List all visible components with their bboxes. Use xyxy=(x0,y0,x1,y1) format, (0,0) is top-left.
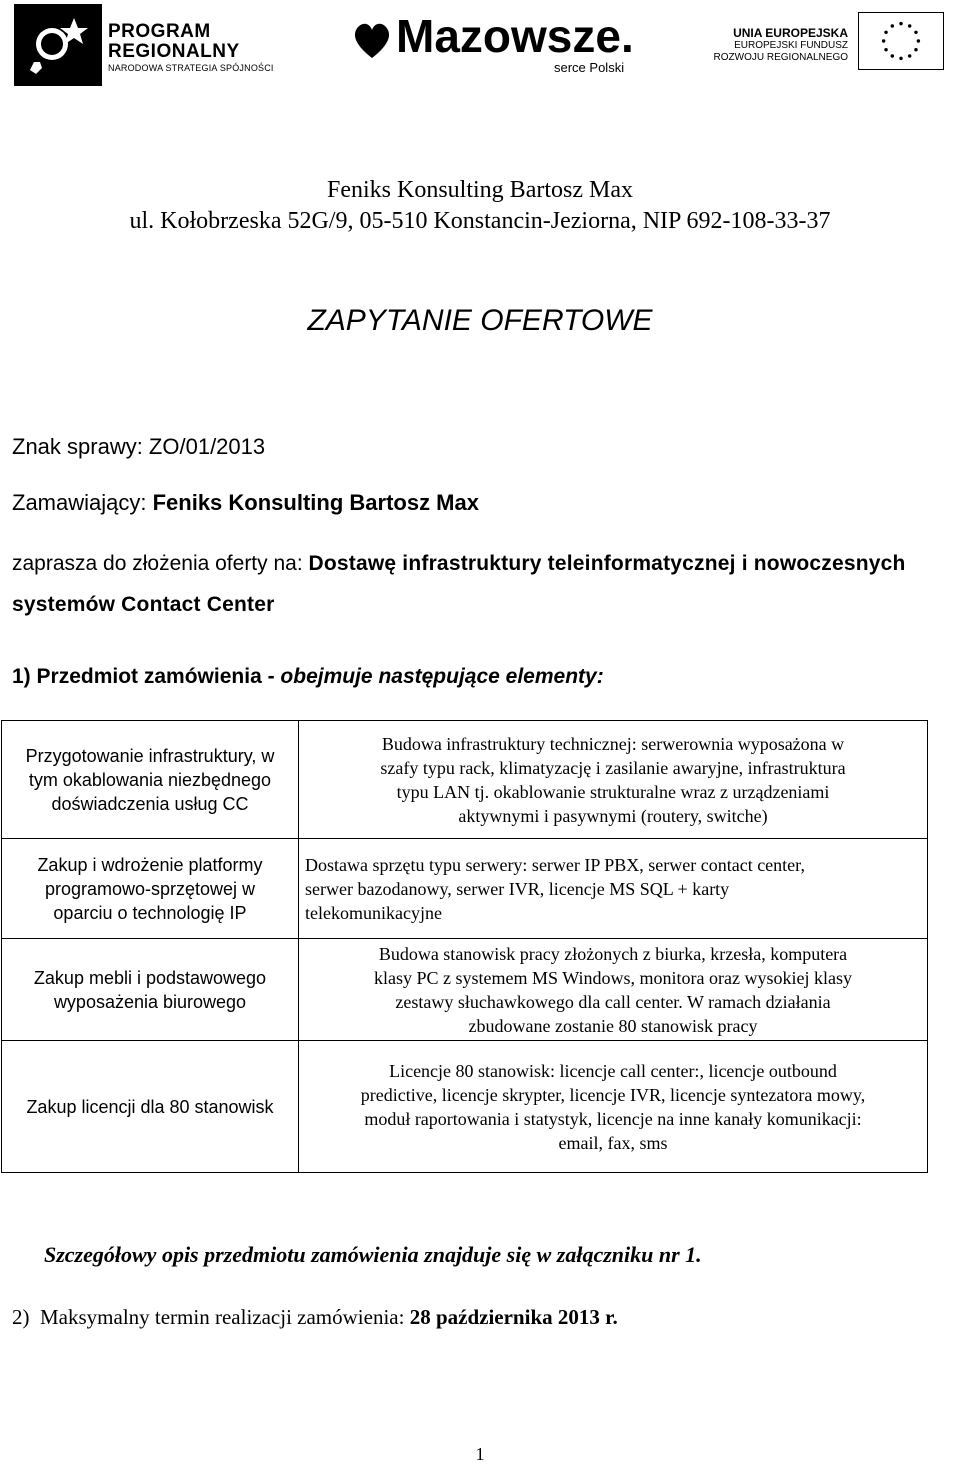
table-cell-item xyxy=(2,939,299,1041)
section-1-number: 1) xyxy=(12,665,31,688)
cell-line: Budowa stanowisk pracy złożonych z biurka, krzesła, komputera xyxy=(378,943,848,964)
program-regionalny-text xyxy=(108,22,274,74)
section-2 xyxy=(12,1304,618,1330)
cell-line: klasy PC z systemem MS Windows, monitora oraz wysokiej klasy xyxy=(374,967,852,988)
heart-icon xyxy=(350,18,394,62)
cell-line: Budowa infrastruktury technicznej: serwerownia wyposażona w xyxy=(381,733,845,754)
scope-table xyxy=(1,720,928,1173)
page-number: 1 xyxy=(475,1444,485,1464)
table-row xyxy=(2,1041,928,1173)
cell-line: Przygotowanie infrastruktury, w xyxy=(25,745,275,766)
ordering-value: Feniks Konsulting Bartosz Max xyxy=(152,490,479,515)
mazowsze-subtitle: serce Polski xyxy=(554,60,625,75)
cell-line: Dostawa sprzętu typu serwery: serwer IP PBX, serwer contact center, xyxy=(305,854,805,875)
table-cell-item xyxy=(2,839,299,939)
cell-line: Zakup mebli i podstawowego xyxy=(33,967,267,988)
cell-line: typu LAN tj. okablowanie strukturalne wraz z urządzeniami xyxy=(396,781,830,802)
table-row xyxy=(2,721,928,839)
table-row xyxy=(2,839,928,939)
section-2-label: Maksymalny termin realizacji zamówienia: xyxy=(40,1305,410,1329)
page-title: ZAPYTANIE OFERTOWE xyxy=(307,304,653,337)
table-row xyxy=(2,939,928,1041)
cell-line: doświadczenia usług CC xyxy=(51,793,249,814)
detail-note: Szczegółowy opis przedmiotu zamówienia znajduje się w załączniku nr 1. xyxy=(44,1242,702,1267)
section-2-value: 28 października 2013 r. xyxy=(409,1305,618,1329)
eu-line3: ROZWOJU REGIONALNEGO xyxy=(713,52,848,63)
invitation-value-line2: systemów Contact Center xyxy=(12,593,275,616)
table-cell-item xyxy=(2,721,299,839)
table-cell-description xyxy=(299,721,928,839)
eu-line1: UNIA EUROPEJSKA xyxy=(733,26,848,40)
table-cell-item xyxy=(2,1041,299,1173)
ordering-party xyxy=(12,490,479,516)
invitation xyxy=(12,543,952,625)
company-address: ul. Kołobrzeska 52G/9, 05-510 Konstancin-Jeziorna, NIP 692-108-33-37 xyxy=(129,208,831,234)
case-number: Znak sprawy: ZO/01/2013 xyxy=(12,434,266,459)
eu-line2: EUROPEJSKI FUNDUSZ xyxy=(734,40,848,51)
cell-line: serwer bazodanowy, serwer IVR, licencje MS SQL + karty xyxy=(305,878,730,899)
cell-line: aktywnymi i pasywnymi (routery, switche) xyxy=(458,805,768,826)
company-name: Feniks Konsulting Bartosz Max xyxy=(327,177,633,203)
logo-bar xyxy=(0,0,960,92)
program-line2: REGIONALNY xyxy=(108,41,240,62)
section-1-label: Przedmiot zamówienia - xyxy=(36,665,281,688)
cell-line: email, fax, sms xyxy=(558,1132,668,1153)
table-cell-description xyxy=(299,839,928,939)
eu-flag-icon xyxy=(858,12,944,70)
program-regionalny-logo-icon xyxy=(14,4,102,86)
table-cell-description xyxy=(299,1041,928,1173)
cell-line: predictive, licencje skrypter, licencje IVR, licencje syntezatora mowy, xyxy=(360,1084,866,1105)
cell-line: telekomunikacyjne xyxy=(305,902,442,923)
cell-line: szafy typu rack, klimatyzację i zasilanie awaryjne, infrastruktura xyxy=(380,757,846,778)
cell-line: Zakup licencji dla 80 stanowisk xyxy=(26,1096,274,1117)
cell-line: Licencje 80 stanowisk: licencje call center:, licencje outbound xyxy=(389,1060,837,1081)
table-cell-description xyxy=(299,939,928,1041)
cell-line: zbudowane zostanie 80 stanowisk pracy xyxy=(468,1015,758,1036)
section-2-number: 2) xyxy=(12,1305,30,1329)
cell-line: moduł raportowania i statystyk, licencje na inne kanały komunikacji: xyxy=(364,1108,862,1129)
ordering-label: Zamawiający: xyxy=(12,490,153,515)
invitation-label: zaprasza do złożenia oferty na: xyxy=(12,552,309,575)
cell-line: Zakup i wdrożenie platformy xyxy=(37,854,263,875)
cell-line: wyposażenia biurowego xyxy=(53,991,247,1012)
mazowsze-wordmark: Mazowsze. xyxy=(396,10,634,62)
invitation-value-line1: Dostawę infrastruktury teleinformatycznej i nowoczesnych xyxy=(308,552,906,575)
cell-line: tym okablowania niezbędnego xyxy=(28,769,272,790)
cell-line: programowo-sprzętowej w xyxy=(44,878,256,899)
program-line3: NARODOWA STRATEGIA SPÓJNOŚCI xyxy=(108,63,274,73)
cell-line: zestawy słuchawkowego dla call center. W ramach działania xyxy=(395,991,831,1012)
eu-text xyxy=(694,26,848,64)
program-line1: PROGRAM xyxy=(108,21,211,42)
section-1-label-italic: obejmuje następujące elementy: xyxy=(280,665,604,688)
cell-line: oparciu o technologię IP xyxy=(53,902,247,923)
section-1-heading xyxy=(12,664,604,690)
